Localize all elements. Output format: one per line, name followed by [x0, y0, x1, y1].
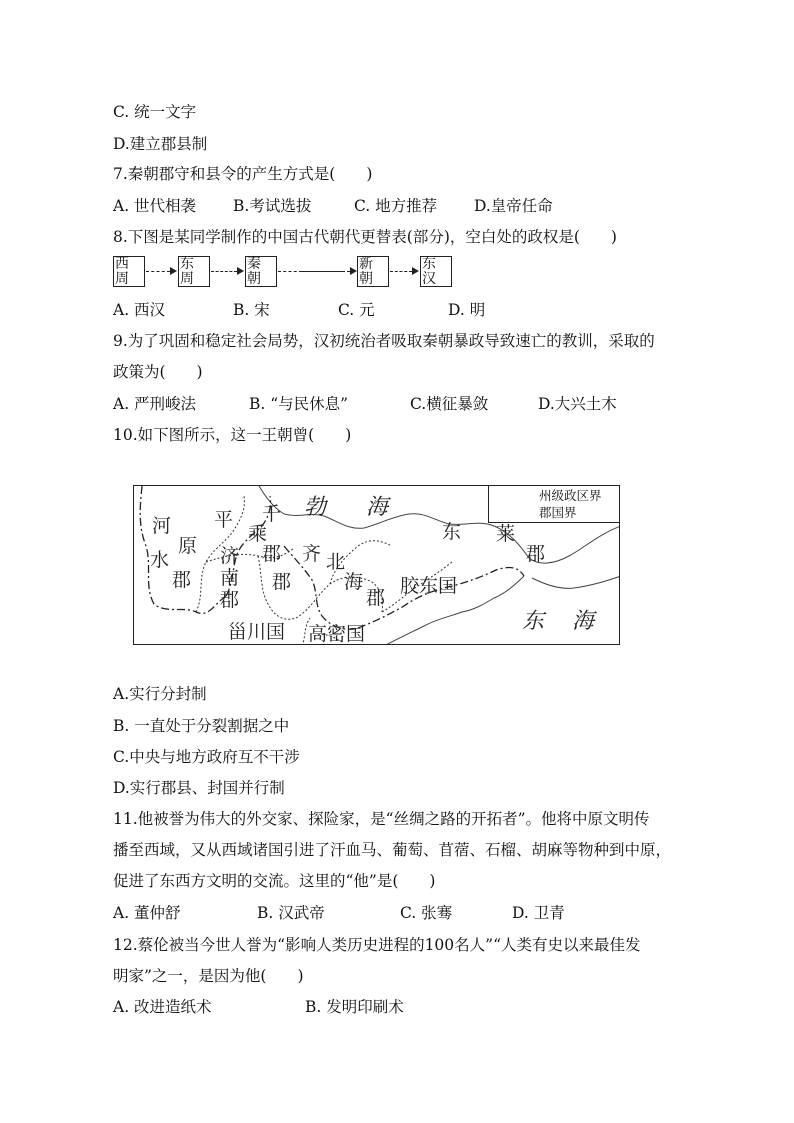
dynasty-box-text: 东 [422, 256, 436, 272]
q11-stem-line1: 11.他被誉为伟大的外交家、探险家，是“丝绸之路的开拓者”。他将中原文明传 [113, 810, 650, 828]
map-label: 郡 [172, 569, 192, 591]
q8-stem: 8.下图是某同学制作的中国古代朝代更替表(部分)，空白处的政权是( ) [113, 228, 617, 246]
map-label: 郡 [262, 543, 282, 565]
dynasty-arrow [278, 271, 302, 272]
map-label: 郡 [366, 587, 386, 609]
q9-stem-line1: 9.为了巩固和稳定社会局势，汉初统治者吸取秦朝暴政导致速亡的教训，采取的 [113, 332, 655, 350]
q11-option-d: D. 卫青 [512, 904, 565, 922]
q10-stem: 10.如下图所示，这一王朝曾( ) [113, 426, 352, 444]
q9-option-c: C.横征暴敛 [410, 395, 489, 413]
arrow-head-icon [350, 267, 357, 275]
map-label: 北 [326, 551, 346, 573]
q11-stem-line3: 促进了东西方文明的交流。这里的“他”是( ) [113, 872, 436, 890]
q11-option-c: C. 张骞 [400, 904, 453, 922]
q8-option-a: A. 西汉 [113, 301, 166, 319]
q8-option-b: B. 宋 [233, 301, 270, 319]
dynasty-box-eastern-zhou [178, 256, 210, 287]
q9-option-d: D.大兴土木 [538, 395, 617, 413]
dynasty-box-text: 秦 [247, 256, 261, 272]
blank-segment-line [302, 271, 342, 272]
map-label: 海 [344, 571, 364, 593]
dynasty-box-text: 西 [115, 256, 129, 272]
dynasty-box-text: 朝 [359, 271, 373, 287]
q12-stem-line2: 明家”之一，是因为他( ) [113, 967, 304, 985]
map-label: 齐 [302, 543, 322, 565]
dynasty-box-text: 周 [115, 271, 129, 287]
q7-option-c: C. 地方推荐 [354, 197, 438, 215]
q12-option-b: B. 发明印刷术 [305, 998, 404, 1016]
arrow-head-icon [170, 267, 177, 275]
q10-option-c: C.中央与地方政府互不干涉 [113, 748, 300, 766]
map-label: 郡 [526, 543, 546, 565]
dynasty-box-text: 新 [359, 256, 373, 272]
map-label: 海 [366, 495, 389, 520]
han-commanderies-map [133, 485, 620, 645]
dynasty-box-xin [357, 256, 389, 287]
dynasty-arrow [211, 271, 237, 272]
map-label: 莱 [496, 523, 516, 545]
map-label: 河 [152, 515, 172, 537]
q9-option-a: A. 严刑峻法 [113, 395, 197, 413]
map-label: 勃 [304, 495, 327, 520]
map-label: 乘 [248, 523, 268, 545]
dynasty-arrow [342, 271, 350, 272]
map-label: 南 [220, 567, 240, 589]
map-label: 胶东国 [400, 575, 458, 597]
arrow-head-icon [237, 267, 244, 275]
q9-option-b: B. “与民休息” [249, 395, 349, 413]
map-label: 甾川国 [228, 621, 286, 643]
q11-option-a: A. 董仲舒 [113, 904, 181, 922]
dynasty-arrow [146, 271, 170, 272]
q11-stem-line2: 播至西域，又从西域诸国引进了汗血马、葡萄、苜蓿、石榴、胡麻等物种到中原， [113, 841, 672, 859]
q12-stem-line1: 12.蔡伦被当今世人誉为“影响人类历史进程的100名人”“人类有史以来最佳发 [113, 936, 641, 954]
map-label: 郡 [220, 589, 240, 611]
q10-option-b: B. 一直处于分裂割据之中 [113, 717, 290, 735]
dynasty-box-western-zhou [113, 256, 145, 287]
map-label: 平 [214, 509, 234, 531]
dynasty-box-text: 汉 [422, 271, 436, 287]
map-label: 海 [572, 609, 595, 634]
q10-option-d: D.实行郡县、封国并行制 [113, 779, 285, 797]
q9-stem-line2: 政策为( ) [113, 363, 203, 381]
q12-option-a: A. 改进造纸术 [113, 998, 212, 1016]
dynasty-box-text: 周 [180, 271, 194, 287]
dynasty-box-text: 东 [180, 256, 194, 272]
q6-option-c: C. 统一文字 [113, 103, 197, 121]
arrow-head-icon [412, 267, 419, 275]
map-label: 东 [442, 521, 462, 543]
map-label: 东 [522, 609, 545, 634]
dynasty-box-qin [245, 256, 277, 287]
q10-option-a: A.实行分封制 [113, 685, 207, 703]
q7-option-b: B.考试选拔 [233, 197, 312, 215]
q8-option-c: C. 元 [338, 301, 375, 319]
dynasty-box-text: 朝 [247, 271, 261, 287]
map-label: 济 [220, 545, 240, 567]
q6-option-d: D.建立郡县制 [113, 135, 208, 153]
map-label: 水 [150, 549, 170, 571]
legend-commandery-border: 郡国界 [539, 505, 577, 520]
map-label: 原 [178, 535, 198, 557]
q7-option-d: D.皇帝任命 [474, 197, 553, 215]
q7-option-a: A. 世代相袭 [113, 197, 197, 215]
q8-option-d: D. 明 [448, 301, 486, 319]
map-label: 郡 [272, 571, 292, 593]
legend-state-border: 州级政区界 [539, 488, 602, 503]
dynasty-arrow [390, 271, 412, 272]
map-legend [488, 486, 620, 523]
map-label: 高密国 [308, 623, 366, 645]
map-label: 千 [262, 503, 282, 525]
dynasty-box-eastern-han [420, 256, 452, 287]
q7-stem: 7.秦朝郡守和县令的产生方式是( ) [113, 165, 373, 183]
q11-option-b: B. 汉武帝 [257, 904, 325, 922]
